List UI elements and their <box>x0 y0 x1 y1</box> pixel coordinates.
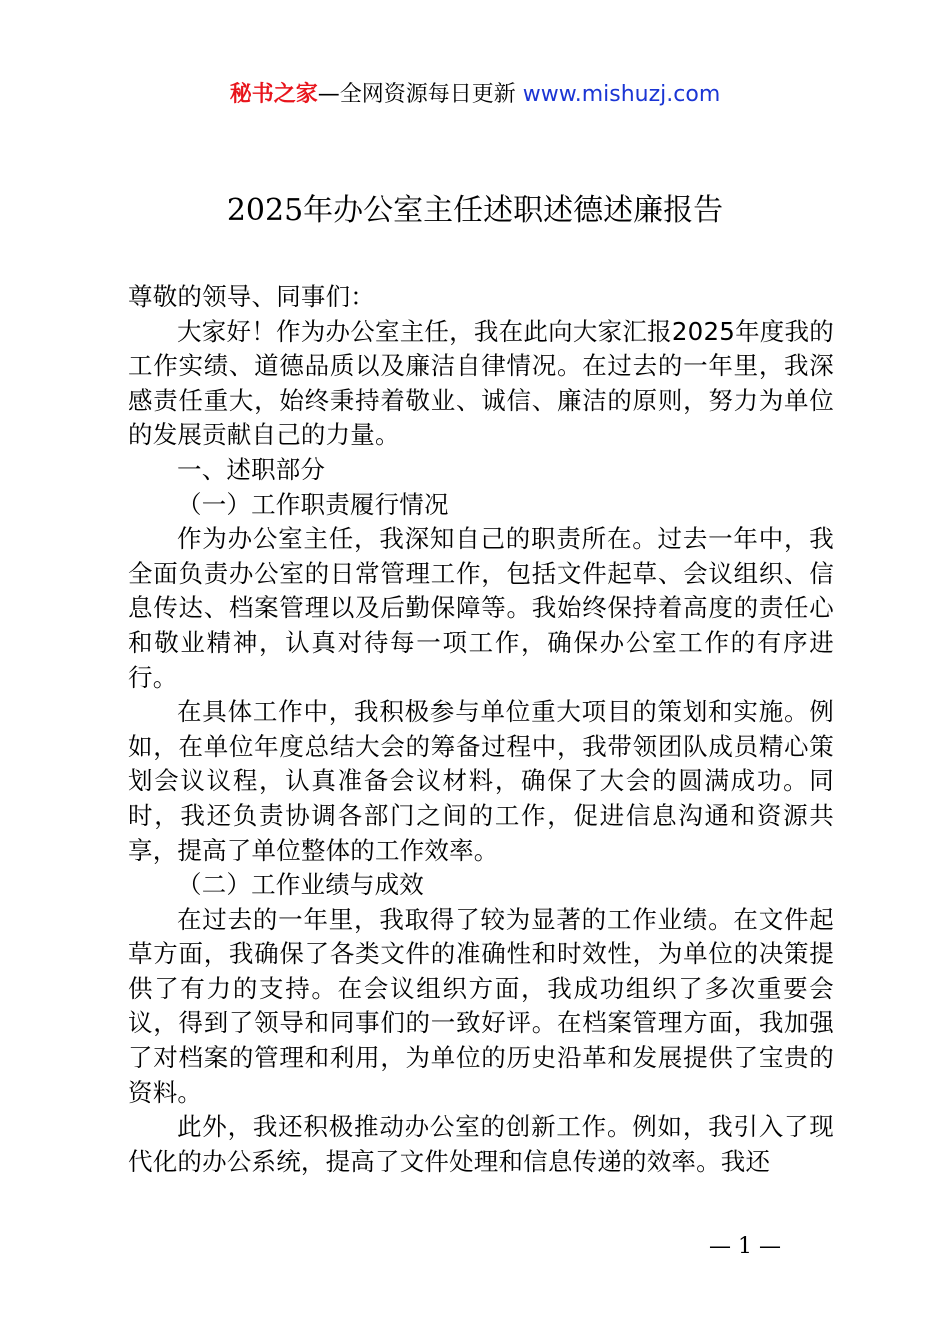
section-heading: 一、述职部分 <box>177 454 326 484</box>
paragraph: 作为办公室主任，我深知自己的职责所在。过去一年中，我全面负责办公室的日常管理工作，包括文件起草、会议组织、信息传达、档案管理以及后勤保障等。我始终保持着高度的责任心和敬业精神，认真对待每一项工作，确保办公室工作的有序进行。 <box>128 524 834 692</box>
document-body <box>128 280 834 1179</box>
site-header <box>0 78 950 112</box>
subsection-heading: （二）工作业绩与成效 <box>177 870 424 900</box>
paragraph: 此外，我还积极推动办公室的创新工作。例如，我引入了现代化的办公系统，提高了文件处理和信息传递的效率。我还 <box>128 1112 834 1176</box>
subsection-heading: （一）工作职责履行情况 <box>177 489 449 519</box>
site-tagline: —全网资源每日更新 <box>317 82 516 107</box>
document-title: 2025年办公室主任述职述德述廉报告 <box>226 193 724 228</box>
paragraph: 在具体工作中，我积极参与单位重大项目的策划和实施。例如，在单位年度总结大会的筹备过程中，我带领团队成员精心策划会议议程，认真准备会议材料，确保了大会的圆满成功。同时，我还负责协调各部门之间的工作，促进信息沟通和资源共享，提高了单位整体的工作效率。 <box>128 697 834 865</box>
site-brand: 秘书之家 <box>229 82 318 107</box>
page-number: — 1 — <box>709 1234 781 1259</box>
site-url-link[interactable]: www.mishuzj.com <box>522 82 721 107</box>
salutation: 尊敬的领导、同事们： <box>128 282 375 311</box>
paragraph: 在过去的一年里，我取得了较为显著的工作业绩。在文件起草方面，我确保了各类文件的准确性和时效性，为单位的决策提供了有力的支持。在会议组织方面，我成功组织了多次重要会议，得到了领导和同事们的一致好评。在档案管理方面，我加强了对档案的管理和利用，为单位的历史沿革和发展提供了宝贵的资料。 <box>128 904 834 1107</box>
paragraph-intro: 大家好！作为办公室主任，我在此向大家汇报2025年度我的工作实绩、道德品质以及廉洁自律情况。在过去的一年里，我深感责任重大，始终秉持着敬业、诚信、廉洁的原则，努力为单位的发展贡献自己的力量。 <box>128 316 834 450</box>
